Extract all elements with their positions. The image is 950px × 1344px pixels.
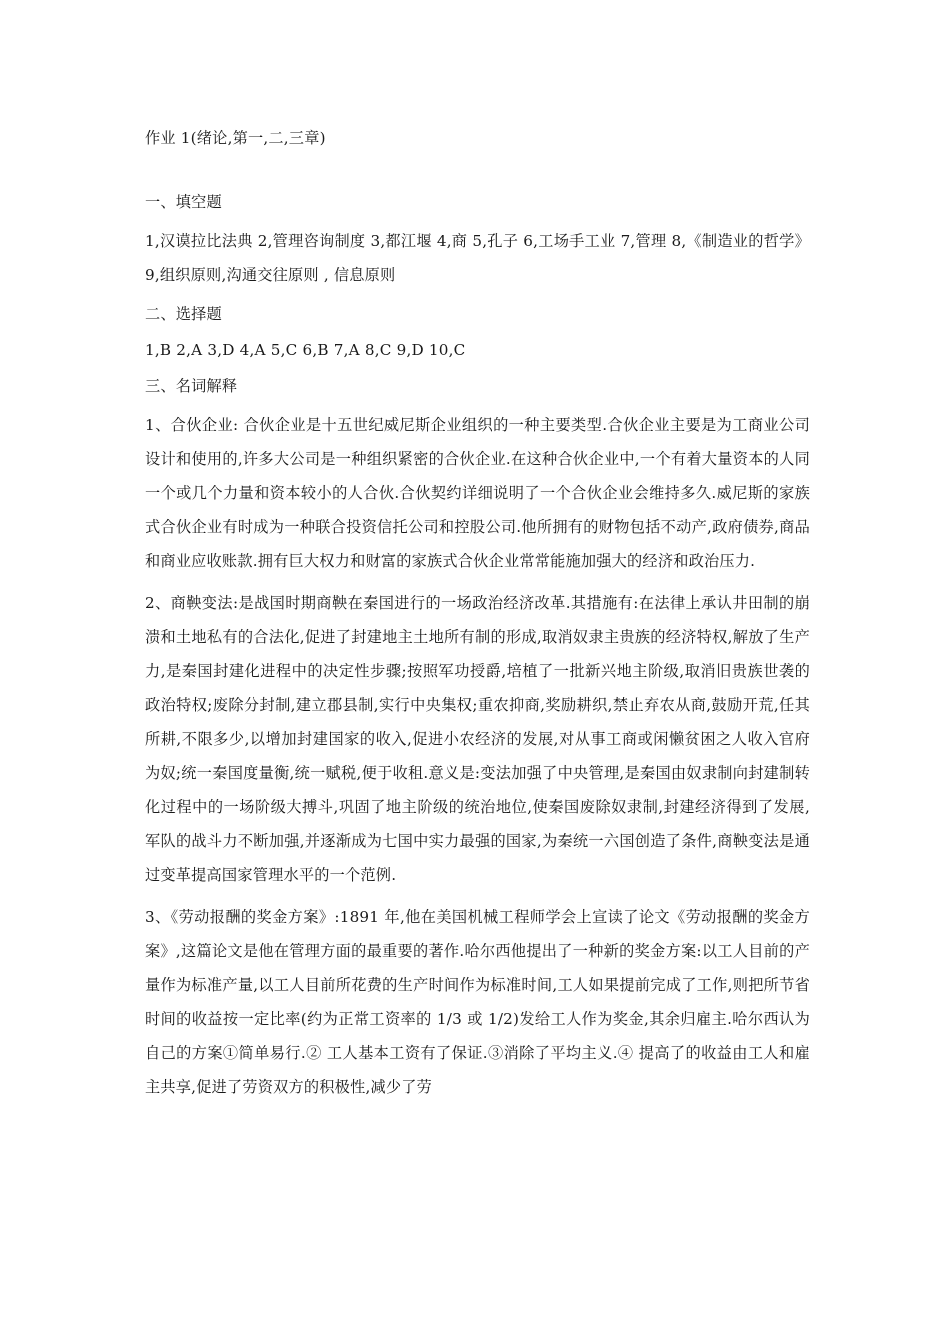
section-heading-fill-blank: 一、填空题 xyxy=(145,193,222,211)
fill-blank-answers: 1,汉谟拉比法典 2,管理咨询制度 3,都江堰 4,商 5,孔子 6,工场手工业 7,管理 8,《制造业的哲学》 9,组织原则,沟通交往原则 , 信息原则 xyxy=(145,232,810,284)
term-item-shang-yang-reform: 2、商鞅变法:是战国时期商鞅在秦国进行的一场政治经济改革.其措施有:在法律上承认井田制的崩溃和土地私有的合法化,促进了封建地主土地所有制的形成,取消奴隶主贵族的经济特权,解放了生产力,是秦国封建化进程中的决定性步骤;按照军功授爵,培植了一批新兴地主阶级,取消旧贵族世袭的政治特权;废除分封制,建立郡县制,实行中央集权;重农抑商,奖励耕织,禁止弃农从商,鼓励开荒,任其所耕,不限多少,以增加封建国家的收入,促进小农经济的发展,对从事工商或闲懒贫困之人收入官府为奴;统一秦国度量衡,统一赋税,便于收租.意义是:变法加强了中央管理,是秦国由奴隶制向封建制转化过程中的一场阶级大搏斗,巩固了地主阶级的统治地位,使秦国废除奴隶制,封建经济得到了发展,军队的战斗力不断加强,并逐渐成为七国中实力最强的国家,为秦统一六国创造了条件,商鞅变法是通过变革提高国家管理水平的一个范例. xyxy=(145,594,810,884)
section-heading-choice: 二、选择题 xyxy=(145,305,222,323)
document-title: 作业 1(绪论,第一,二,三章) xyxy=(145,129,326,147)
term-item-bonus-plan: 3、《劳动报酬的奖金方案》:1891 年,他在美国机械工程师学会上宣读了论文《劳动报酬的奖金方案》,这篇论文是他在管理方面的最重要的著作.哈尔西他提出了一种新的奖金方案:以工人目前的产量作为标准产量,以工人目前所花费的生产时间作为标准时间,工人如果提前完成了工作,则把所节省时间的收益按一定比率(约为正常工资率的 1/3 或 1/2)发给工人作为奖金,其余归雇主.哈尔西认为自己的方案①简单易行.② 工人基本工资有了保证.③消除了平均主义.④ 提高了的收益由工人和雇主共享,促进了劳资双方的积极性,减少了劳 xyxy=(145,908,810,1096)
document-body xyxy=(145,124,810,1112)
choice-answers: 1,B 2,A 3,D 4,A 5,C 6,B 7,A 8,C 9,D 10,C xyxy=(145,341,466,359)
term-item-partnership: 1、合伙企业: 合伙企业是十五世纪威尼斯企业组织的一种主要类型.合伙企业主要是为工商业公司设计和使用的,许多大公司是一种组织紧密的合伙企业.在这种合伙企业中,一个有着大量资本的人同一个或几个力量和资本较小的人合伙.合伙契约详细说明了一个合伙企业会维持多久.威尼斯的家族式合伙企业有时成为一种联合投资信托公司和控股公司.他所拥有的财物包括不动产,政府债券,商品和商业应收账款.拥有巨大权力和财富的家族式合伙企业常常能施加强大的经济和政治压力. xyxy=(145,416,810,570)
section-heading-terms: 三、名词解释 xyxy=(145,377,238,395)
